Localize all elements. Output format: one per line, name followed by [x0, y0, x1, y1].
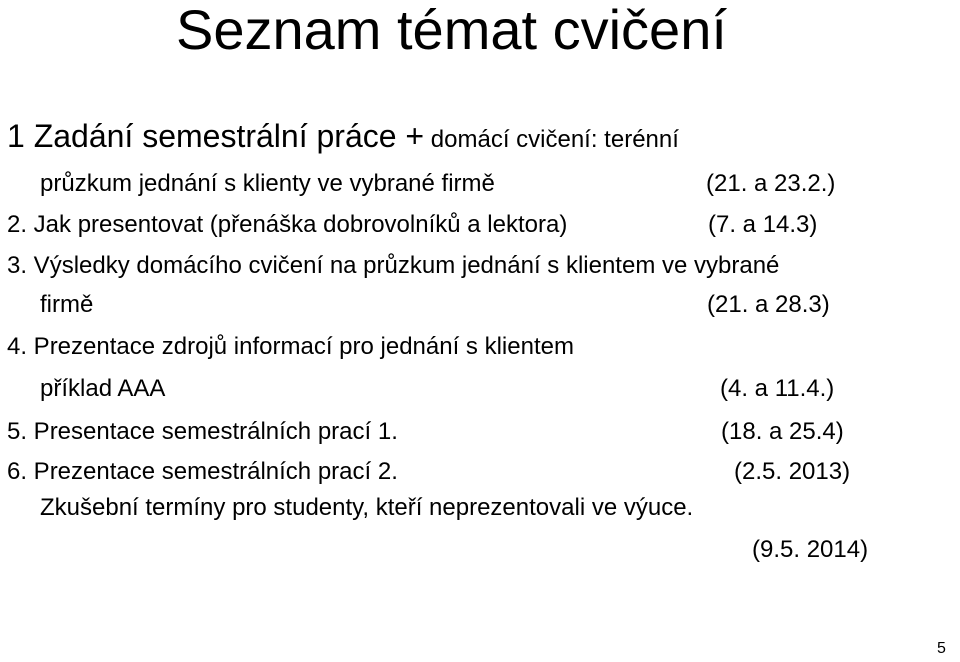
item-3-continuation: firmě	[40, 291, 94, 318]
item-5-date: (18. a 25.4)	[721, 418, 844, 445]
item-3-date: (21. a 28.3)	[707, 291, 830, 318]
item-1-line	[7, 118, 679, 154]
item-1-continuation: průzkum jednání s klienty ve vybrané firmě	[40, 170, 495, 197]
item-4-date: (4. a 11.4.)	[720, 375, 835, 402]
item-4-text: 4. Prezentace zdrojů informací pro jednání s klientem	[7, 333, 574, 360]
item-6-date: (2.5. 2013)	[734, 458, 851, 485]
slide-title: Seznam témat cvičení	[176, 0, 727, 61]
item-1-sub: domácí cvičení: terénní	[424, 126, 679, 153]
page-number: 5	[937, 640, 946, 657]
item-2-text: 2. Jak presentovat (přenáška dobrovolníků a lektora)	[7, 211, 568, 238]
item-6-date-2: (9.5. 2014)	[752, 536, 869, 563]
item-6-text: 6. Prezentace semestrálních prací 2.	[7, 458, 398, 485]
item-1-date: (21. a 23.2.)	[706, 170, 836, 197]
item-1-main: 1 Zadání semestrální práce +	[7, 118, 425, 154]
item-2-date: (7. a 14.3)	[708, 211, 818, 238]
item-5-text: 5. Presentace semestrálních prací 1.	[7, 418, 398, 445]
item-4-continuation: příklad AAA	[40, 375, 166, 402]
item-6-continuation: Zkušební termíny pro studenty, kteří neprezentovali ve výuce.	[40, 494, 694, 521]
item-3-text: 3. Výsledky domácího cvičení na průzkum jednání s klientem ve vybrané	[7, 252, 780, 279]
